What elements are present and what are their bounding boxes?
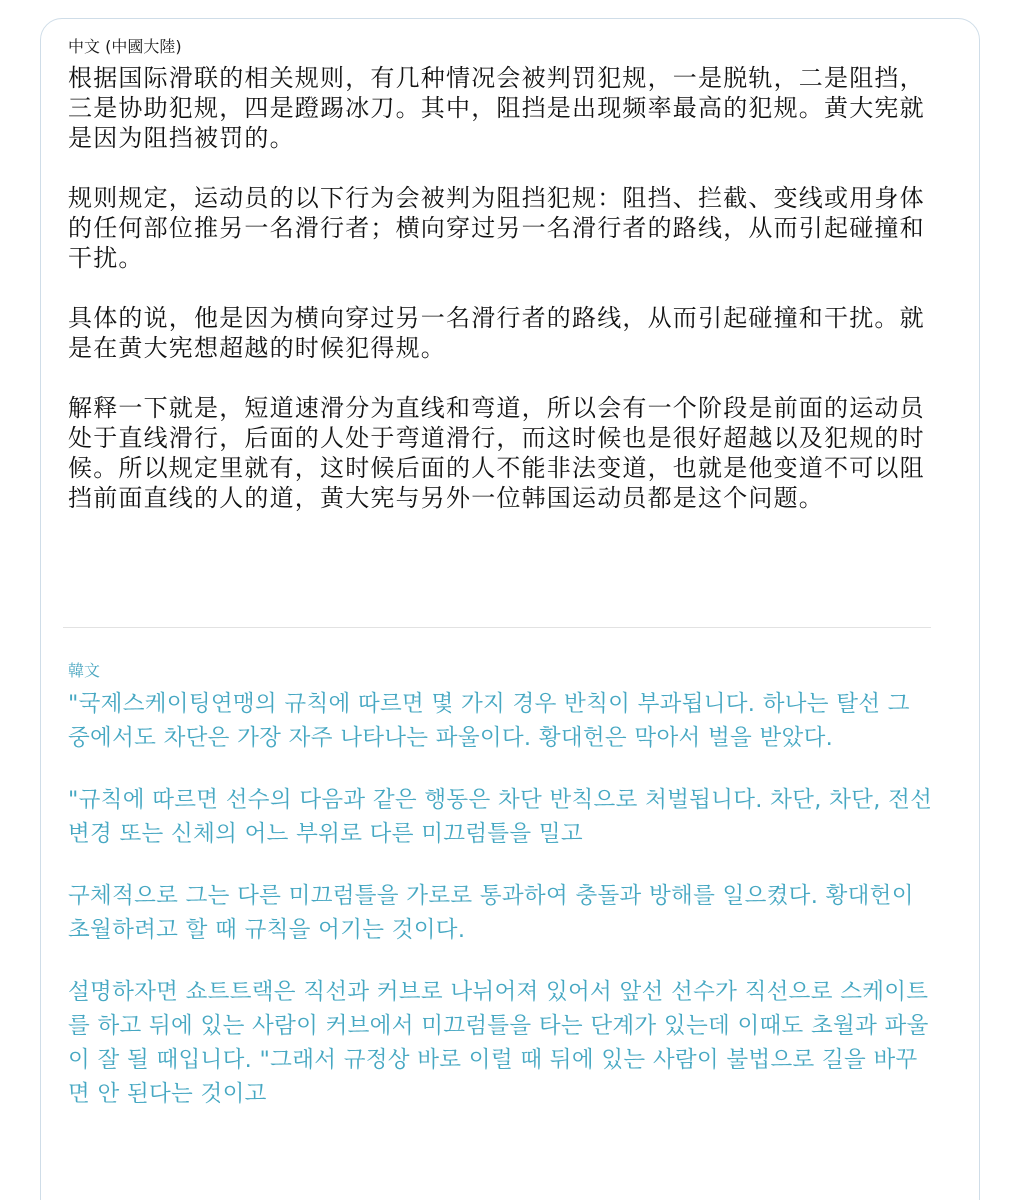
korean-translation-section (68, 659, 939, 1111)
section-divider (63, 627, 931, 628)
korean-paragraph-4: 설명하자면 쇼트트랙은 직선과 커브로 나뉘어져 있어서 앞선 선수가 직선으로 스케이트를 하고 뒤에 있는 사람이 커브에서 미끄럼틀을 타는 단계가 있는데 이때도 초월과 파울이 잘 될 때입니다. "그래서 규정상 바로 이럴 때 뒤에 있는 사람이 불법으로 길을 바꾸면 안 된다는 것이고 (68, 979, 929, 1107)
chinese-paragraph-4: 解释一下就是，短道速滑分为直线和弯道，所以会有一个阶段是前面的运动员处于直线滑行，后面的人处于弯道滑行，而这时候也是很好超越以及犯规的时候。所以规定里就有，这时候后面的人不能非法变道，也就是他变道不可以阻挡前面直线的人的道，黄大宪与另外一位韩国运动员都是这个问题。 (68, 394, 925, 512)
korean-paragraph-3: 구체적으로 그는 다른 미끄럼틀을 가로로 통과하여 충돌과 방해를 일으켰다. 황대헌이 초월하려고 할 때 규칙을 어기는 것이다. (68, 883, 914, 943)
chinese-source-section (68, 35, 939, 513)
chinese-paragraph-2: 规则规定，运动员的以下行为会被判为阻挡犯规：阻挡、拦截、变线或用身体的任何部位推另一名滑行者；横向穿过另一名滑行者的路线，从而引起碰撞和干扰。 (68, 184, 925, 272)
translation-card (40, 18, 980, 1200)
chinese-paragraph-1: 根据国际滑联的相关规则，有几种情况会被判罚犯规，一是脱轨，二是阻挡，三是协助犯规，四是蹬踢冰刀。其中，阻挡是出现频率最高的犯规。黄大宪就是因为阻挡被罚的。 (68, 64, 925, 152)
target-language-label: 韓文 (68, 661, 101, 680)
chinese-paragraph-3: 具体的说，他是因为横向穿过另一名滑行者的路线，从而引起碰撞和干扰。就是在黄大宪想超越的时候犯得规。 (68, 304, 925, 362)
korean-paragraph-2: "규칙에 따르면 선수의 다음과 같은 행동은 차단 반칙으로 처벌됩니다. 차단, 차단, 전선 변경 또는 신체의 어느 부위로 다른 미끄럼틀을 밀고 (68, 787, 933, 847)
korean-paragraph-1: "국제스케이팅연맹의 규칙에 따르면 몇 가지 경우 반칙이 부과됩니다. 하나는 탈선 그 중에서도 차단은 가장 자주 나타나는 파울이다. 황대헌은 막아서 벌을 받았다. (68, 691, 910, 751)
source-language-label: 中文 (中國大陸) (68, 37, 182, 56)
